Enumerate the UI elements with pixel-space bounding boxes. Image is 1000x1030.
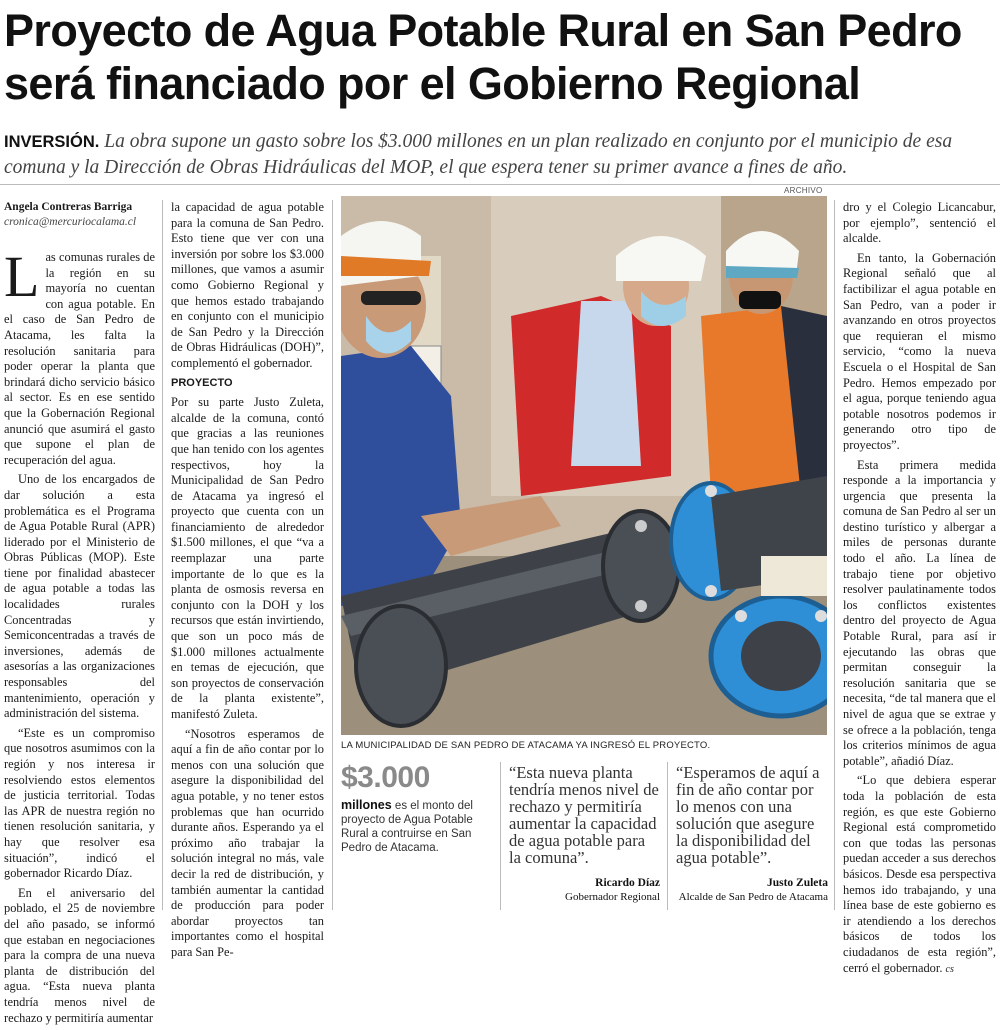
paragraph: Esta primera medida responde a la importancia y urgencia que presenta la comuna de San Pedro al ser un destino turístico y albergar a miles de personas durante todo el año. La línea de trabajo tiene por objetivo resolver paulatinamente todos los conflictos existentes dentro del proyecto de Agua Potable Rural, para así ir ejecutando las obras que permitan conseguir la resolución sanitaria que se necesita, “de tal manera que el nivel de agua que se extrae y se ofrece a la población, tenga los criterios mínimos de agua potable”, añadió Díaz. bbox=[843, 457, 996, 768]
column-divider bbox=[834, 200, 835, 910]
deck-text: La obra supone un gasto sobre los $3.000 millones en un plan realizado en conjunto por el municipio de esa comuna y la Dirección de Obras Hidráulicas del MOP, el que espera tener su primer avance a fines de año. bbox=[4, 131, 953, 178]
byline bbox=[4, 200, 155, 230]
headline: Proyecto de Agua Potable Rural en San Pedro será financiado por el Gobierno Regional bbox=[4, 5, 962, 109]
stat-unit: millones bbox=[341, 798, 392, 812]
column-divider bbox=[162, 200, 163, 910]
paragraph: En tanto, la Gobernación Regional señaló que al factibilizar el agua potable en San Pedro, van a poder ir avanzando en otros proyectos que requieran el mismo servicio, “como la nueva Escuela o el Hospital de San Pedro. Hemos empezado por el agua, porque teniendo agua potable nosotros podemos ir generando otro tipo de proyectos”. bbox=[843, 250, 996, 452]
paragraph bbox=[843, 773, 996, 977]
paragraph: la capacidad de agua potable para la comuna de San Pedro. Esto tiene que ver con una inversión por sobre los $3.000 millones, que vamos a asumir como Gobierno Regional y que hemos estado trabajando en conjunto con el municipio de San Pedro y la Dirección de Obras Hidráulicas (DOH)”, complementó el gobernador. bbox=[171, 200, 324, 370]
photo-credit: ARCHIVO bbox=[784, 186, 823, 195]
article-column-4 bbox=[843, 200, 996, 981]
deck bbox=[4, 129, 996, 181]
quote-1-role: Gobernador Regional bbox=[565, 891, 660, 903]
article-column-1 bbox=[4, 200, 155, 1030]
drop-cap: L bbox=[4, 244, 40, 309]
column-divider bbox=[500, 762, 501, 910]
paragraph: En el aniversario del poblado, el 25 de noviembre del año pasado, se informó que estaban en negociaciones para la compra de una nueva planta de distribución del agua. “Esta nueva planta tendría menos nivel de rechazo y permitiría aumentar bbox=[4, 885, 155, 1025]
quote-2-name: Justo Zuleta bbox=[766, 877, 828, 889]
photo-caption: LA MUNICIPALIDAD DE SAN PEDRO DE ATACAMA YA INGRESÓ EL PROYECTO. bbox=[341, 740, 711, 751]
quote-2-role: Alcalde de San Pedro de Atacama bbox=[678, 891, 828, 903]
stat-box bbox=[341, 762, 491, 855]
byline-email[interactable]: cronica@mercuriocalama.cl bbox=[4, 216, 137, 228]
column-divider bbox=[332, 200, 333, 910]
deck-kicker: INVERSIÓN. bbox=[4, 133, 100, 151]
photo-illustration bbox=[341, 196, 827, 735]
article-photo bbox=[341, 196, 827, 735]
paragraph: “Nosotros esperamos de aquí a fin de año contar por lo menos con una solución que asegure la disponibilidad del agua potable, y no tener estos problemas que han ocurrido durante años. Esperando ya el próximo año trabajar la solución integral no más, vale decir la red de distribución, y también aumentar la cantidad de producción para poder abordar proyectos tan importantes como el hospital para San Pe- bbox=[171, 726, 324, 959]
paragraph: Por su parte Justo Zuleta, alcalde de la comuna, contó que gracias a las reuniones que han tenido con los agentes respectivos, hoy la Municipalidad de San Pedro de Atacama ya ingresó el proyecto que cuenta con un financiamiento de alrededor $1.500 millones, el que “va a reemplazar una parte importante de lo que es la planta de osmosis reversa en conjunto con la DOH y los recursos que están invirtiendo, que son un poco más de $1.000 millones actualmente en temas de ejecución, que son proyectos de conservación de la planta existente”, manifestó Zuleta. bbox=[171, 395, 324, 721]
paragraph-text: as comunas rurales de la región en su mayoría no cuentan con agua potable. En el caso de San Pedro de Atacama, les falta la resolución sanitaria para poder operar la planta que brindará dicho servicio básico al sector. Es en ese sentido que la Gobernación Regional anunció que asumirá el gasto que supone el plan de recuperación del agua. bbox=[4, 250, 155, 467]
paragraph: dro y el Colegio Licancabur, por ejemplo”, sentenció el alcalde. bbox=[843, 200, 996, 246]
quote-2-attribution bbox=[672, 876, 828, 904]
paragraph: “Este es un compromiso que nosotros asumimos con la región y nos interesa ir resolviendo estos elementos de justicia territorial. Todas las APR de nuestra región no tienen resolución sanitaria, y hay que resolver esa situación”, indicó el gobernador Ricardo Díaz. bbox=[4, 725, 155, 881]
pull-quote-2: “Esperamos de aquí a fin de año contar por lo menos con una solución que asegure la disponibilidad del agua potable”. bbox=[676, 763, 820, 867]
article-column-2 bbox=[171, 200, 324, 965]
end-mark: cs bbox=[945, 963, 954, 975]
column-divider bbox=[667, 762, 668, 910]
byline-author: Angela Contreras Barriga bbox=[4, 201, 133, 213]
pull-quote-1: “Esta nueva planta tendría menos nivel de rechazo y permitiría aumentar la capacidad de agua potable para la comuna”. bbox=[509, 763, 659, 867]
quote-1-attribution bbox=[504, 876, 660, 904]
section-subhead: PROYECTO bbox=[171, 376, 233, 389]
paragraph bbox=[4, 244, 155, 468]
quote-1-name: Ricardo Díaz bbox=[595, 877, 660, 889]
paragraph: Uno de los encargados de dar solución a esta problemática es el Programa de Agua Potable Rural (APR) liderado por el Ministerio de Obras Públicas (MOP). Este tiene por finalidad abastecer de agua potable a todas las localidades rurales Concentradas y Semiconcentradas a través de inversiones, además de asesorías a las organizaciones responsables del mantenimiento, operación y administración del sistema. bbox=[4, 472, 155, 721]
deck-rule bbox=[0, 184, 1000, 185]
stat-text bbox=[341, 798, 491, 855]
paragraph-text: “Lo que debiera esperar toda la población de esta región, es que este Gobierno Regional está comprometido con que todas las personas puedan acceder a sus derechos básicos. Desde esa perspectiva hemos ido trabajando, y una línea base de este gobierno es ir atendiendo a los derechos básicos de todos los ciudadanos de esta región”, cerró el gobernador. bbox=[843, 773, 996, 975]
stat-description: es el monto del proyecto de Agua Potable Rural a contruirse en San Pedro de Atacama. bbox=[341, 800, 473, 854]
stat-number: $3.000 bbox=[341, 761, 430, 794]
